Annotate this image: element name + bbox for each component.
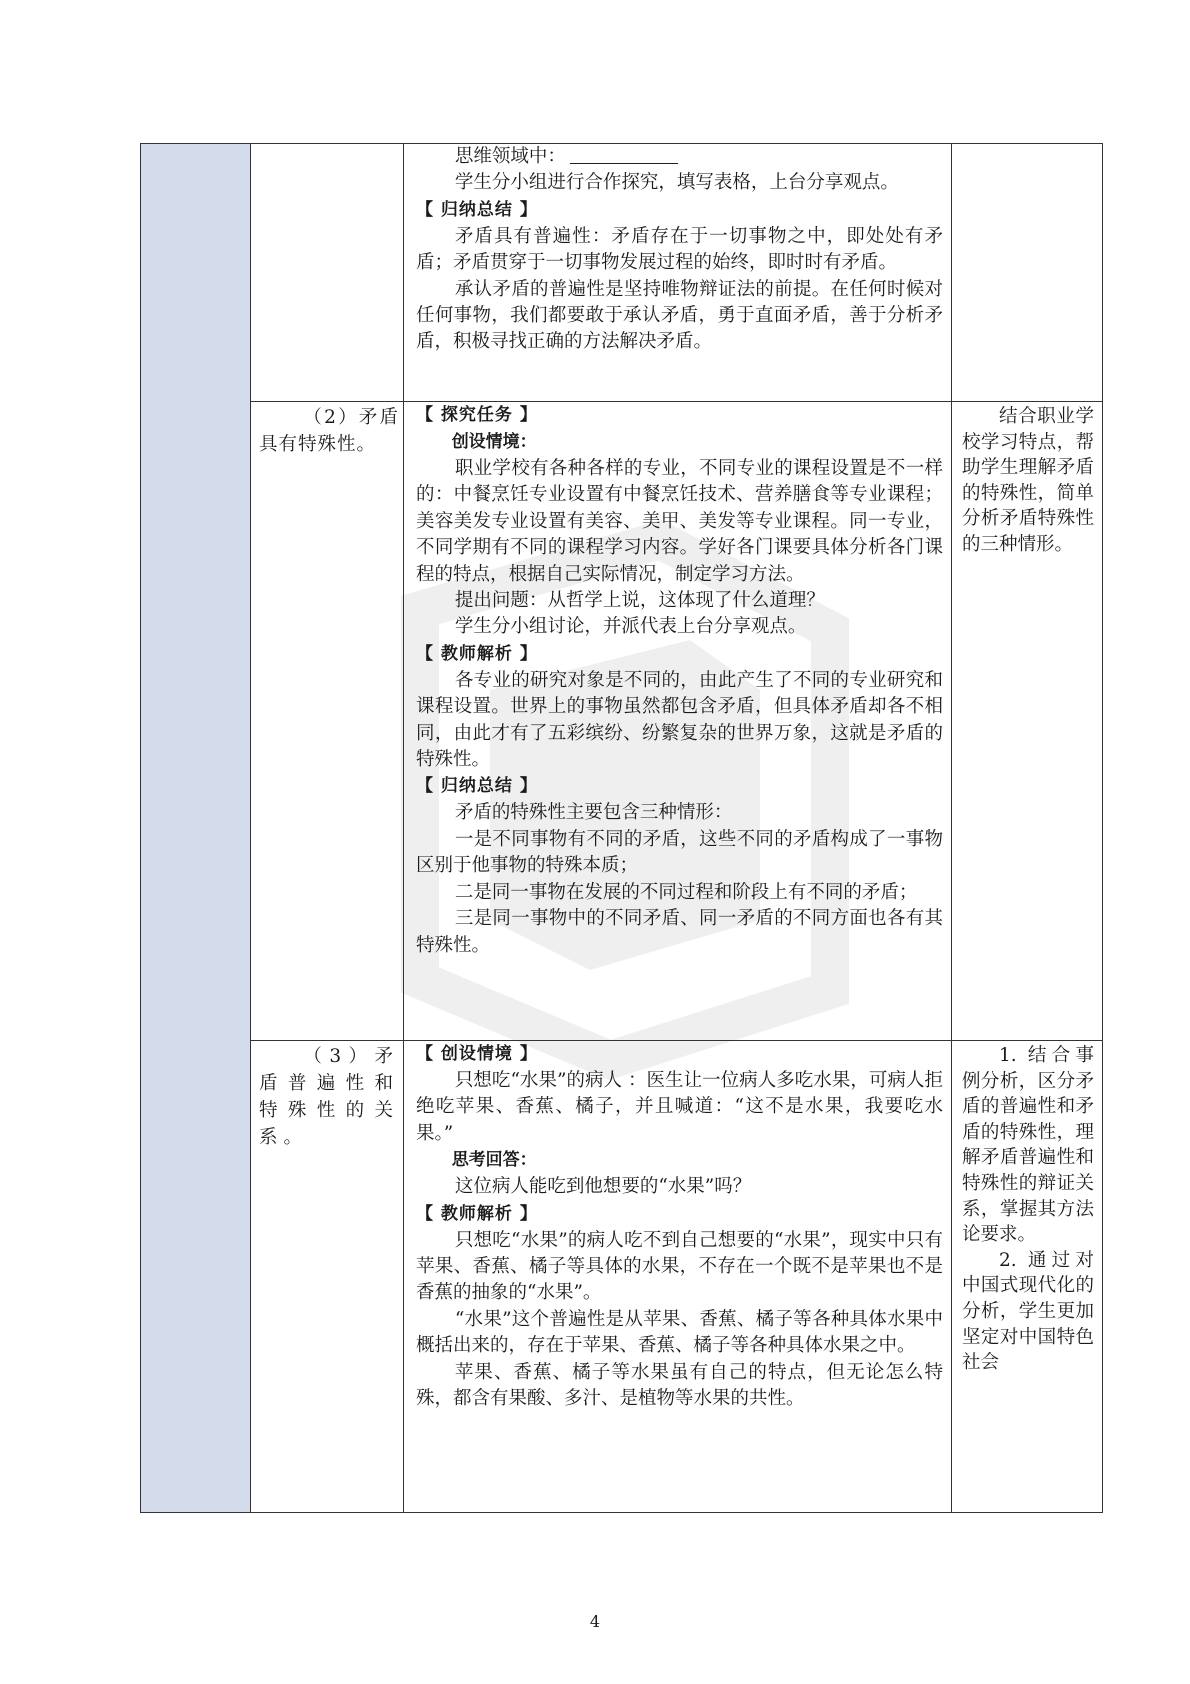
section-heading: 【 创设情境 】: [416, 1044, 538, 1064]
table-row: [141, 402, 1103, 1041]
note-text: 结合职业学校学习特点，帮助学生理解矛盾的特殊性，简单分析矛盾特殊性的三种情形。: [962, 406, 1094, 555]
paragraph: 矛盾的特殊性主要包含三种情形：: [454, 802, 733, 824]
paragraph: 这位病人能吃到他想要的“水果”吗？: [454, 1176, 752, 1198]
think-domain-line: 思维领域中：: [416, 144, 943, 170]
table-row: [141, 144, 1103, 402]
content-cell: [404, 402, 952, 1041]
paragraph: 职业学校有各种各样的专业，不同专业的课程设置是不一样的：中餐烹饪专业设置有中餐烹饪技术、营养膳食等专业课程；美容美发专业设置有美容、美甲、美发等专业课程。同一专业，不同学期有不同的课程学习内容。学好各门课要具体分析各门课程的特点，根据自己实际情况，制定学习方法。: [416, 458, 943, 585]
design-intent-cell: [952, 402, 1103, 1041]
section-heading: 【 探究任务 】: [416, 405, 538, 425]
note-text: 1. 结合事例分析，区分矛盾的普遍性和矛盾的特殊性，理解矛盾普遍性和特殊性的辩证关系，掌握其方法论要求。 2. 通过对中国式现代化的分析，学生更加坚定对中国特色社会: [962, 1045, 1094, 1374]
sub-heading: 创设情境：: [451, 432, 537, 452]
section-heading: 【 教师解析 】: [416, 643, 538, 664]
table-row: [141, 1041, 1103, 1513]
fill-blank: [570, 145, 678, 164]
paragraph: 二是同一事物在发展的不同过程和阶段上有不同的矛盾；: [454, 881, 918, 903]
topic-text: （2）矛盾具有特殊性。: [259, 407, 399, 455]
page-number: 4: [589, 1612, 601, 1631]
sub-heading: 思考回答：: [451, 1150, 537, 1171]
section-heading: 【 归纳总结 】: [416, 776, 538, 797]
topic-text: （3）矛盾普遍性和特殊性的关系。: [259, 1046, 399, 1148]
paragraph: 学生分小组进行合作探究，填写表格，上台分享观点。: [454, 172, 899, 194]
paragraph: 三是同一事物中的不同矛盾、同一矛盾的不同方面也各有其特殊性。: [416, 908, 943, 956]
paragraph: 承认矛盾的普遍性是坚持唯物辩证法的前提。在任何时候对任何事物，我们都要敢于承认矛盾，勇于直面矛盾，善于分析矛盾，积极寻找正确的方法解决矛盾。: [416, 278, 943, 353]
section-heading: 【 归纳总结 】: [416, 199, 538, 220]
paragraph: 各专业的研究对象是不同的，由此产生了不同的专业研究和课程设置。世界上的事物虽然都包含矛盾，但具体矛盾却各不相同，由此才有了五彩缤纷、纷繁复杂的世界万象，这就是矛盾的特殊性。: [416, 669, 943, 771]
section-label-cell: [141, 144, 251, 1513]
topic-cell: [251, 1041, 404, 1513]
paragraph: 一是不同事物有不同的矛盾，这些不同的矛盾构成了一事物区别于他事物的特殊本质；: [416, 828, 943, 877]
design-intent-cell: [952, 1041, 1103, 1513]
section-heading: 【 教师解析 】: [416, 1203, 538, 1224]
content-cell: [404, 1041, 952, 1513]
topic-cell: [251, 144, 404, 402]
paragraph: 矛盾具有普遍性：矛盾存在于一切事物之中，即处处有矛盾；矛盾贯穿于一切事物发展过程的始终，即时时有矛盾。: [416, 225, 943, 274]
content-cell: [404, 144, 952, 402]
paragraph: 学生分小组讨论，并派代表上台分享观点。: [454, 616, 807, 638]
paragraph: 提出问题：从哲学上说，这体现了什么道理？: [454, 590, 825, 612]
paragraph: 只想吃“水果”的病人 ：医生让一位病人多吃水果，可病人拒绝吃苹果、香蕉、橘子，并且喊道：“这不是水果，我要吃水果。”: [416, 1070, 943, 1144]
topic-cell: [251, 402, 404, 1041]
paragraph: 只想吃“水果”的病人吃不到自己想要的“水果”，现实中只有苹果、香蕉、橘子等具体的水果，不存在一个既不是苹果也不是香蕉的抽象的“水果”。: [416, 1229, 943, 1304]
lesson-plan-table: [140, 143, 1103, 1513]
paragraph: “水果”这个普遍性是从苹果、香蕉、橘子等各种具体水果中概括出来的，存在于苹果、香蕉、橘子等各种具体水果之中。: [416, 1308, 943, 1357]
design-intent-cell: [952, 144, 1103, 402]
paragraph: 苹果、香蕉、橘子等水果虽有自己的特点，但无论怎么特殊，都含有果酸、多汁、是植物等水果的共性。: [416, 1361, 943, 1410]
